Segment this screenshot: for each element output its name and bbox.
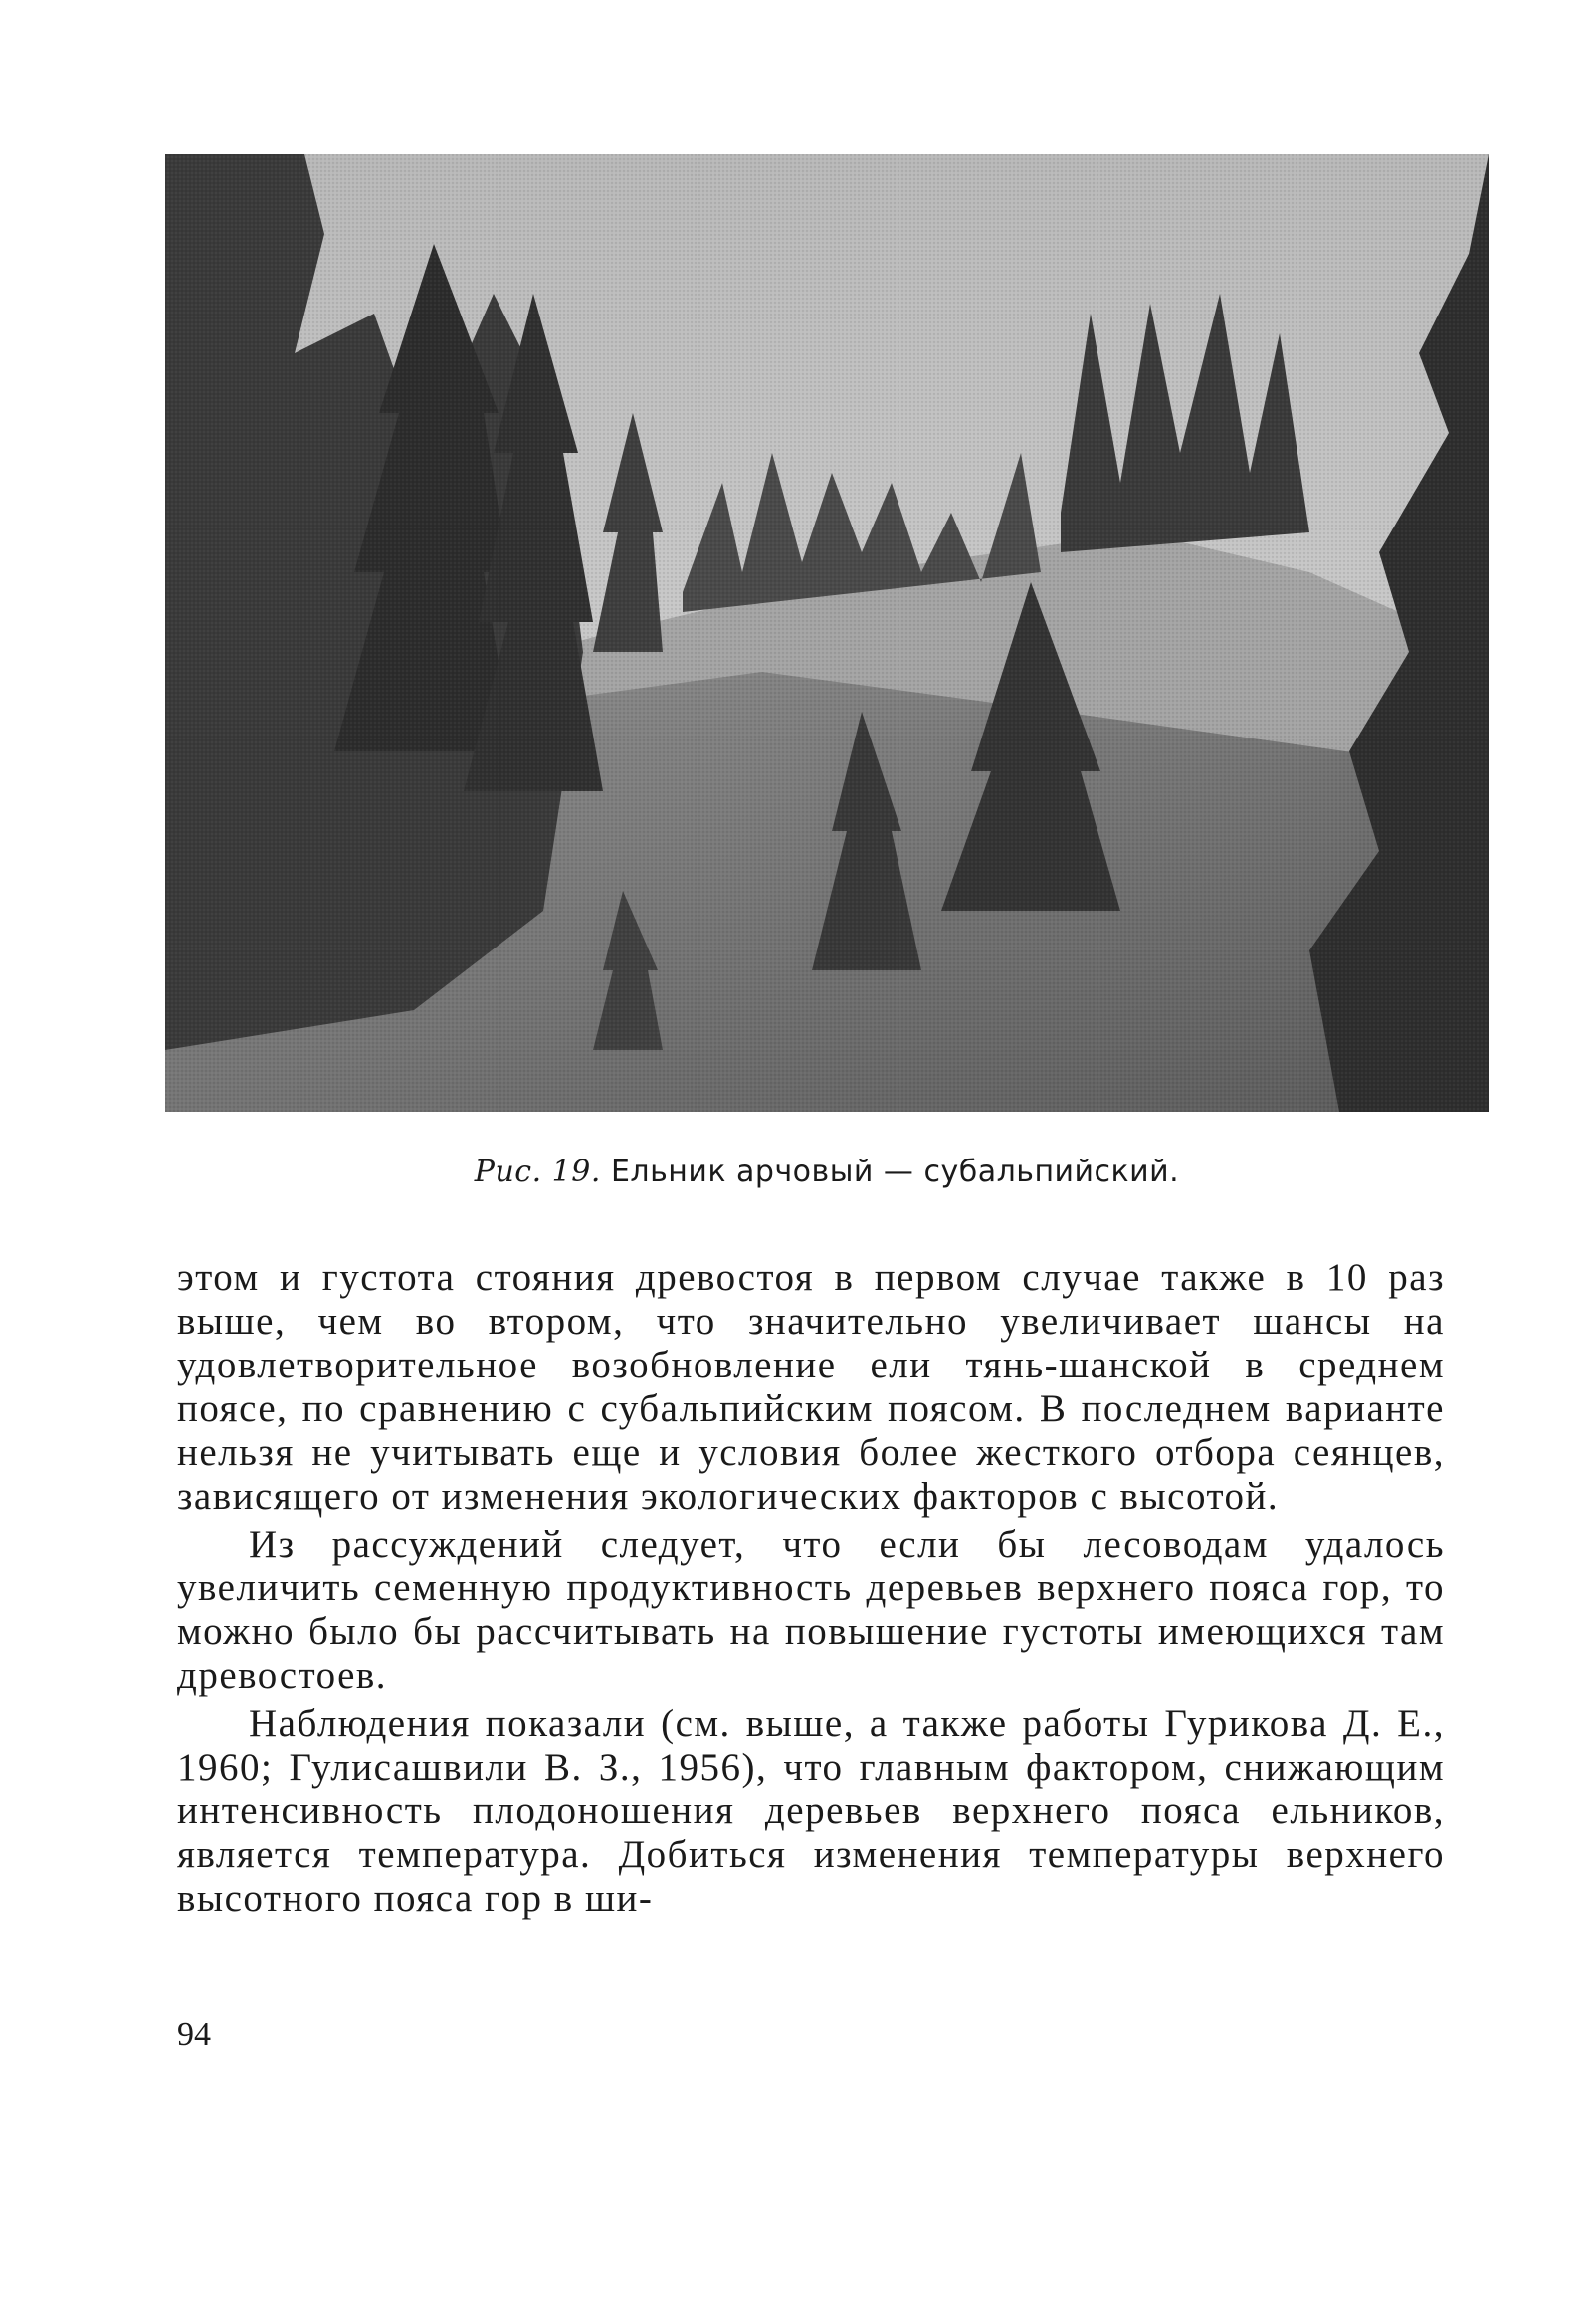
halftone-grain (165, 154, 1489, 1112)
paragraph: Наблюдения показали (см. выше, а также работы Гурикова Д. Е., 1960; Гулисашвили В. З., 1956), что главным фактором, снижающим интенсивность плодоношения деревьев верхнего пояса ельников, является температура. Добиться изменения температуры верхнего высотного пояса гор в ши- (177, 1702, 1445, 1920)
caption-prefix: Рис. 19. (474, 1155, 601, 1189)
paragraph: Из рассуждений следует, что если бы лесоводам удалось увеличить семенную продуктивность деревьев верхнего пояса гор, то можно было бы рассчитывать на повышение густоты имеющихся там древостоев. (177, 1523, 1445, 1697)
caption-text: Ельник арчовый — субальпийский. (610, 1155, 1180, 1189)
page-number: 94 (177, 2016, 211, 2053)
figure-caption (165, 1155, 1489, 1189)
body-text (177, 1256, 1445, 1925)
photo-illustration (165, 154, 1489, 1112)
spruce-forest-photo (165, 154, 1489, 1112)
paragraph: этом и густота стояния древостоя в первом случае также в 10 раз выше, чем во втором, что значительно увеличивает шансы на удовлетворительное возобновление ели тянь-шанской в среднем поясе, по сравнению с субальпийским поясом. В последнем варианте нельзя не учитывать еще и условия более жесткого отбора сеянцев, зависящего от изменения экологических факторов с высотой. (177, 1256, 1445, 1518)
